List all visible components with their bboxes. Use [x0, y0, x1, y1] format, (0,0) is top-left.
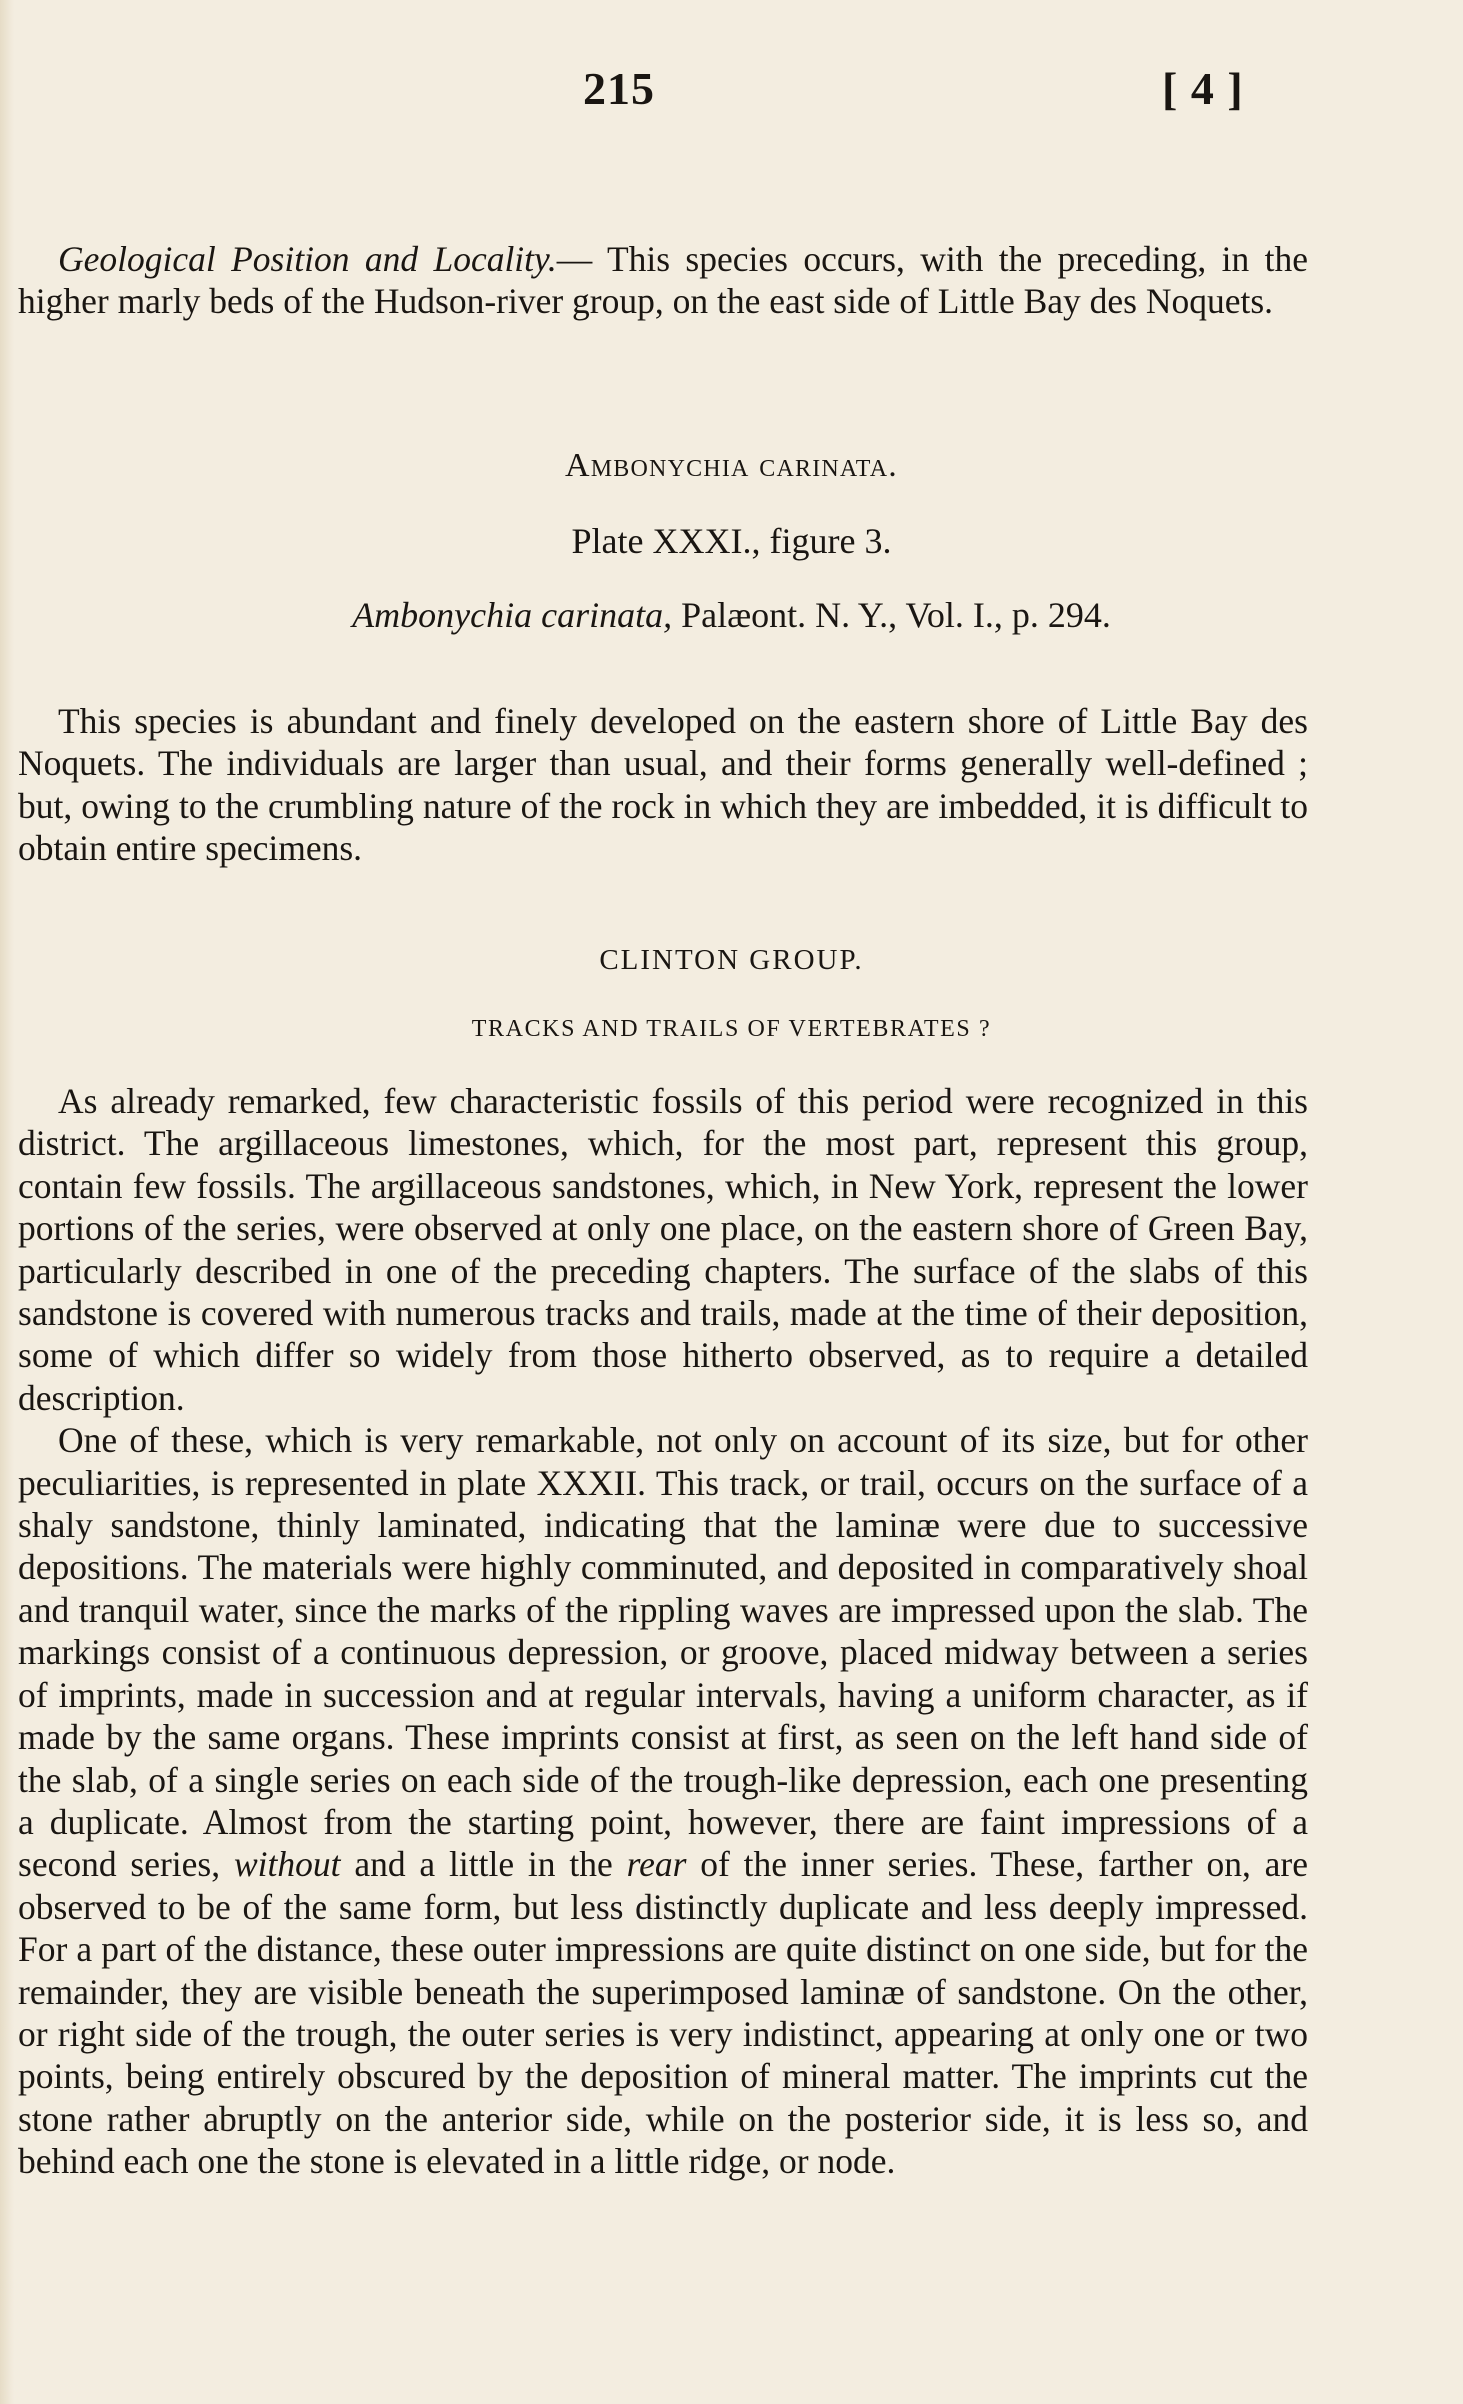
ambonychia-paragraph: [18, 700, 1308, 870]
signature-mark: [ 4 ]: [1162, 63, 1244, 114]
literature-reference: [0, 594, 1463, 636]
paragraph-1: As already remarked, few characteristic fossils of this period were recognized in this district. The argillaceous limestones, which, for the most part, represent this group, contain few fossils. The argillaceous sandstones, which, in New York, represent the lower portions of the series, were observed at only one place, on the eastern shore of Green Bay, particularly described in one of the preceding chapters. The surface of the slabs of this sandstone is covered with numerous tracks and trails, made at the time of their deposition, some of which differ so widely from those hitherto observed, as to require a detailed description.: [18, 1081, 1308, 1418]
geological-position-text: — This species occurs, with the preceding, in the higher marly beds of the Hudson-river group, on the east side of Little Bay des Noquets.: [18, 239, 1309, 322]
paragraph-2-part-c: of the inner series. These, farther on, are observed to be of the same form, but less distinctly duplicate and less deeply impressed. For a part of the distance, these outer impressions are quite distinct on one side, but for the remainder, they are visible beneath the superimposed laminæ of sandstone. On the other, or right side of the trough, the outer series is very indistinct, appearing at only one or two points, being entirely obscured by the deposition of mineral matter. The imprints cut the stone rather abruptly on the anterior side, while on the posterior side, it is less so, and behind each one the stone is elevated in a little ridge, or node.: [18, 1844, 1308, 2182]
plate-reference: Plate XXXI., figure 3.: [571, 521, 892, 561]
clinton-group-text: [18, 1080, 1308, 2183]
paragraph-2-part-a: One of these, which is very remarkable, not only on account of its size, but for other peculiarities, is represented in plate XXXII. This track, or trail, occurs on the surface of a shaly sandstone, thinly laminated, indicating that the laminæ were due to successive depositions. The materials were highly comminuted, and deposited in comparatively shoal and tranquil water, since the marks of the rippling waves are impressed upon the slab. The markings consist of a continuous depression, or groove, placed midway between a series of imprints, made in succession and at regular intervals, having a uniform character, as if made by the same organs. These imprints consist at first, as seen on the left hand side of the slab, of a single series on each side of the trough-like depression, each one presenting a duplicate. Almost from the starting point, however, there are faint impressions of a second series,: [18, 1420, 1308, 1885]
page-edge-shadow: [0, 0, 14, 2404]
reference-species-name: Ambonychia carinata,: [352, 595, 673, 635]
emphasis-rear: rear: [626, 1844, 687, 1885]
group-heading: CLINTON GROUP.: [599, 944, 864, 976]
species-title: Ambonychia carinata.: [565, 447, 898, 484]
ambonychia-text: This species is abundant and finely developed on the eastern shore of Little Bay des Noquets. The individuals are larger than usual, and their forms generally well-defined ; but, owing to the crumbling nature of the rock in which they are imbedded, it is difficult to obtain entire specimens.: [18, 701, 1308, 869]
paragraph-2-part-b: and a little in the: [340, 1844, 627, 1885]
geological-position-paragraph: [18, 238, 1308, 323]
reference-citation: Palæont. N. Y., Vol. I., p. 294.: [672, 595, 1111, 635]
geological-position-label: Geological Position and Locality.: [58, 239, 557, 279]
page-number: 215: [583, 63, 655, 114]
section-subheading: TRACKS AND TRAILS OF VERTEBRATES ?: [471, 1016, 992, 1042]
paragraph-2: [18, 1419, 1308, 2182]
emphasis-without: without: [233, 1844, 341, 1885]
